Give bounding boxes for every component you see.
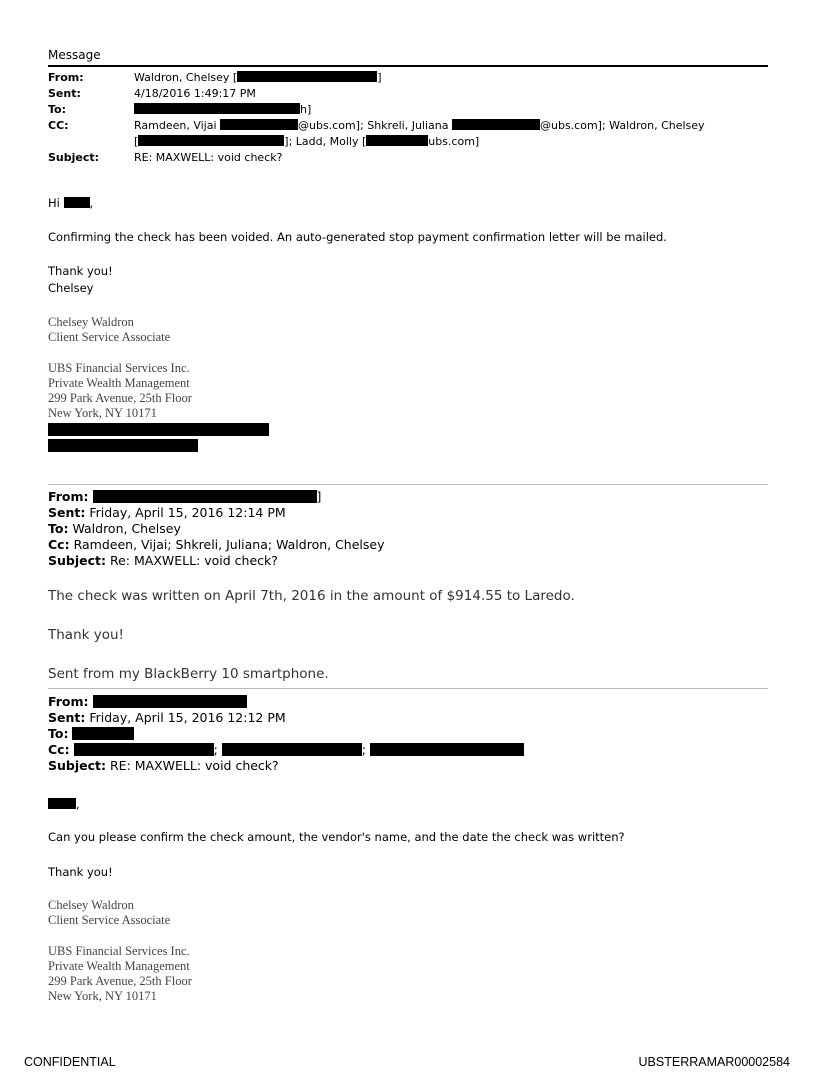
cc-name-2: @ubs.com]; Shkreli, Juliana [298, 119, 449, 132]
fwd2-from-label: From: [48, 694, 89, 709]
redaction [237, 71, 377, 82]
redaction [72, 727, 134, 740]
from-close: ] [377, 71, 382, 84]
fwd2-from-row [48, 694, 247, 709]
fwd1-cc-value: Ramdeen, Vijai; Shkreli, Juliana; Waldron, Chelsey [73, 537, 385, 552]
cc-name-4: ]; Ladd, Molly [ [284, 135, 367, 148]
fwd2-subject-row [48, 758, 279, 773]
cc-name-3: @ubs.com]; Waldron, Chelsey [539, 119, 705, 132]
fwd2-cc-row [48, 742, 524, 757]
subject-label: Subject: [48, 151, 100, 164]
header-divider [48, 65, 768, 67]
fwd1-sent-label: Sent: [48, 505, 86, 520]
fwd2-subject-value: RE: MAXWELL: void check? [109, 758, 279, 773]
greeting-word: Hi [48, 196, 60, 210]
sent-label: Sent: [48, 87, 81, 100]
redaction [366, 135, 428, 146]
fwd1-subject-label: Subject: [48, 553, 106, 568]
fwd1-from-close: ] [316, 489, 322, 504]
redaction [48, 798, 76, 809]
fwd2-cc-sep: ; [361, 742, 366, 757]
fwd1-body: The check was written on April 7th, 2016 in the amount of $914.55 to Laredo. [48, 588, 575, 604]
cc-close: ubs.com] [428, 135, 480, 148]
redaction [452, 119, 540, 130]
redaction [370, 743, 524, 756]
fwd2-greeting [48, 796, 80, 813]
footer-bates-number: UBSTERRAMAR00002584 [638, 1055, 790, 1069]
fwd2-signature-title: Client Service Associate [48, 913, 171, 927]
fwd1-to-label: To: [48, 521, 69, 536]
fwd2-signature-company: UBS Financial Services Inc. [48, 944, 190, 958]
fwd2-to-row [48, 726, 134, 741]
fwd1-sent-row [48, 505, 286, 520]
fwd1-to-value: Waldron, Chelsey [72, 521, 181, 536]
signature-address: 299 Park Avenue, 25th Floor [48, 391, 192, 405]
from-value [134, 70, 382, 86]
fwd2-to-label: To: [48, 726, 69, 741]
fwd1-thanks: Thank you! [48, 627, 124, 643]
forward-divider-2 [48, 688, 768, 689]
redaction [48, 439, 198, 452]
fwd1-subject-value: Re: MAXWELL: void check? [109, 553, 278, 568]
fwd1-cc-row [48, 537, 385, 552]
redaction [222, 743, 362, 756]
cc-line-1 [134, 118, 705, 134]
cc-name-1: Ramdeen, Vijai [134, 119, 217, 132]
fwd2-signature-city: New York, NY 10171 [48, 989, 157, 1003]
fwd2-thanks: Thank you! [48, 865, 113, 879]
fwd1-to-row [48, 521, 181, 536]
fwd2-signature-address: 299 Park Avenue, 25th Floor [48, 974, 192, 988]
to-label: To: [48, 103, 66, 116]
signature-division: Private Wealth Management [48, 376, 190, 390]
signature-company: UBS Financial Services Inc. [48, 361, 190, 375]
signature-name: Chelsey Waldron [48, 315, 134, 329]
fwd2-signature-name: Chelsey Waldron [48, 898, 134, 912]
fwd2-subject-label: Subject: [48, 758, 106, 773]
redaction [48, 423, 269, 436]
redaction [64, 197, 90, 208]
signature-title: Client Service Associate [48, 330, 171, 344]
reply-name: Chelsey [48, 281, 94, 295]
fwd2-signature-division: Private Wealth Management [48, 959, 190, 973]
sent-value: 4/18/2016 1:49:17 PM [134, 87, 256, 100]
message-label: Message [48, 48, 101, 62]
reply-greeting [48, 195, 93, 212]
reply-body: Confirming the check has been voided. An auto-generated stop payment confirmation letter will be mailed. [48, 230, 667, 244]
cc-label: CC: [48, 119, 69, 132]
fwd1-subject-row [48, 553, 278, 568]
redaction [220, 119, 298, 130]
fwd2-sent-label: Sent: [48, 710, 86, 725]
redaction [138, 135, 284, 146]
fwd1-from-row [48, 489, 321, 504]
to-close: h] [300, 103, 312, 116]
to-value [134, 102, 311, 118]
subject-value: RE: MAXWELL: void check? [134, 151, 283, 164]
cc-open: [ [134, 135, 139, 148]
fwd2-sent-value: Friday, April 15, 2016 12:12 PM [89, 710, 286, 725]
footer-confidential: CONFIDENTIAL [24, 1055, 116, 1069]
redaction [134, 103, 300, 114]
redaction [93, 490, 317, 503]
redaction [74, 743, 214, 756]
cc-line-2 [134, 134, 479, 150]
reply-thanks: Thank you! [48, 264, 113, 278]
from-name: Waldron, Chelsey [ [134, 71, 238, 84]
fwd2-body: Can you please confirm the check amount, the vendor's name, and the date the check was written? [48, 830, 625, 844]
from-label: From: [48, 71, 84, 84]
greeting-comma: , [89, 196, 94, 210]
fwd1-sent-from: Sent from my BlackBerry 10 smartphone. [48, 666, 329, 682]
signature-city: New York, NY 10171 [48, 406, 157, 420]
fwd2-cc-sep: ; [213, 742, 218, 757]
fwd2-cc-label: Cc: [48, 742, 70, 757]
fwd1-from-label: From: [48, 489, 89, 504]
redaction [93, 695, 247, 708]
fwd2-greeting-comma: , [76, 797, 80, 811]
fwd1-sent-value: Friday, April 15, 2016 12:14 PM [89, 505, 286, 520]
forward-divider [48, 484, 768, 485]
fwd2-sent-row [48, 710, 286, 725]
fwd1-cc-label: Cc: [48, 537, 70, 552]
